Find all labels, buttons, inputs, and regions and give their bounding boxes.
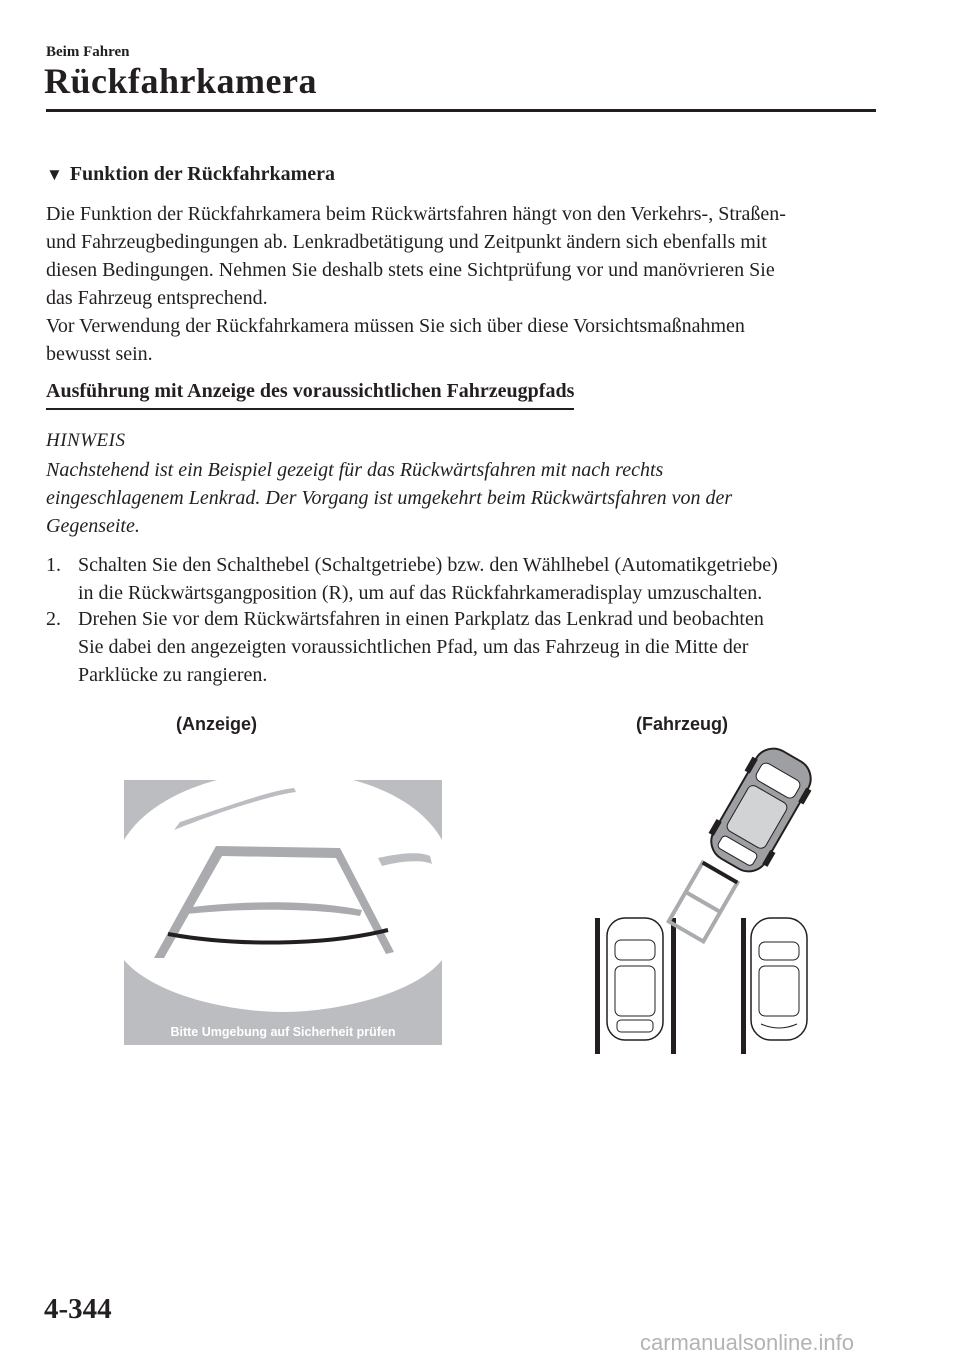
vehicle-figure-label: (Fahrzeug): [636, 714, 728, 734]
intro-line: Vor Verwendung der Rückfahrkamera müssen Sie sich über diese Vorsichtsmaßnahmen: [46, 315, 745, 337]
step-1: [46, 551, 778, 607]
vehicle-parking-illustration: [585, 740, 835, 1060]
intro-line: das Fahrzeug entsprechend.: [46, 287, 268, 309]
note-line: Gegenseite.: [46, 515, 140, 537]
camera-display-illustration: [124, 780, 442, 1045]
step-number: 1.: [46, 554, 61, 576]
step-number: 2.: [46, 608, 61, 630]
intro-line: und Fahrzeugbedingungen ab. Lenkradbetätigung und Zeitpunkt ändern sich ebenfalls mit: [46, 231, 767, 253]
page-title: Rückfahrkamera: [44, 61, 317, 101]
parking-line: [741, 918, 746, 1054]
parked-car-left: [607, 918, 663, 1040]
triangle-down-icon: ▼: [46, 165, 63, 184]
step-line: Drehen Sie vor dem Rückwärtsfahren in einen Parkplatz das Lenkrad und beobachten: [78, 608, 764, 630]
camera-view-area: [124, 780, 442, 1012]
display-figure-label: (Anzeige): [176, 714, 257, 734]
intro-line: diesen Bedingungen. Nehmen Sie deshalb stets eine Sichtprüfung vor und manövrieren Sie: [46, 259, 775, 281]
note-line: Nachstehend ist ein Beispiel gezeigt für das Rückwärtsfahren mit nach rechts: [46, 459, 664, 481]
screen-message: Bitte Umgebung auf Sicherheit prüfen: [170, 1025, 396, 1039]
intro-paragraph: [46, 200, 896, 368]
note-line: eingeschlagenem Lenkrad. Der Vorgang ist umgekehrt beim Rückwärtsfahren von der: [46, 487, 733, 509]
intro-line: bewusst sein.: [46, 343, 153, 365]
step-line: Schalten Sie den Schalthebel (Schaltgetriebe) bzw. den Wählhebel (Automatikgetriebe): [78, 554, 778, 576]
section-label: Beim Fahren: [46, 44, 130, 60]
reversing-car: [701, 740, 822, 881]
subsection-heading: [46, 163, 335, 186]
variant-heading: Ausführung mit Anzeige des voraussichtlichen Fahrzeugpfads: [46, 380, 574, 410]
parking-line: [671, 918, 676, 1054]
parked-car-right: [751, 918, 807, 1040]
step-line: in die Rückwärtsgangposition (R), um auf das Rückfahrkameradisplay umzuschalten.: [78, 582, 763, 604]
subsection-title: Funktion der Rückfahrkamera: [69, 163, 336, 185]
intro-line: Die Funktion der Rückfahrkamera beim Rückwärtsfahren hängt von den Verkehrs-, Straßen-: [46, 203, 786, 225]
note-body: [46, 456, 732, 540]
title-divider: [46, 109, 876, 112]
parking-line: [595, 918, 600, 1054]
page-number: 4-344: [44, 1293, 112, 1325]
note-title: HINWEIS: [46, 430, 126, 451]
step-line: Parklücke zu rangieren.: [78, 664, 268, 686]
predicted-path-guide: [669, 863, 738, 942]
step-line: Sie dabei den angezeigten voraussichtlichen Pfad, um das Fahrzeug in die Mitte der: [78, 636, 749, 658]
watermark: carmanualsonline.info: [640, 1330, 855, 1355]
step-2: [46, 605, 764, 689]
